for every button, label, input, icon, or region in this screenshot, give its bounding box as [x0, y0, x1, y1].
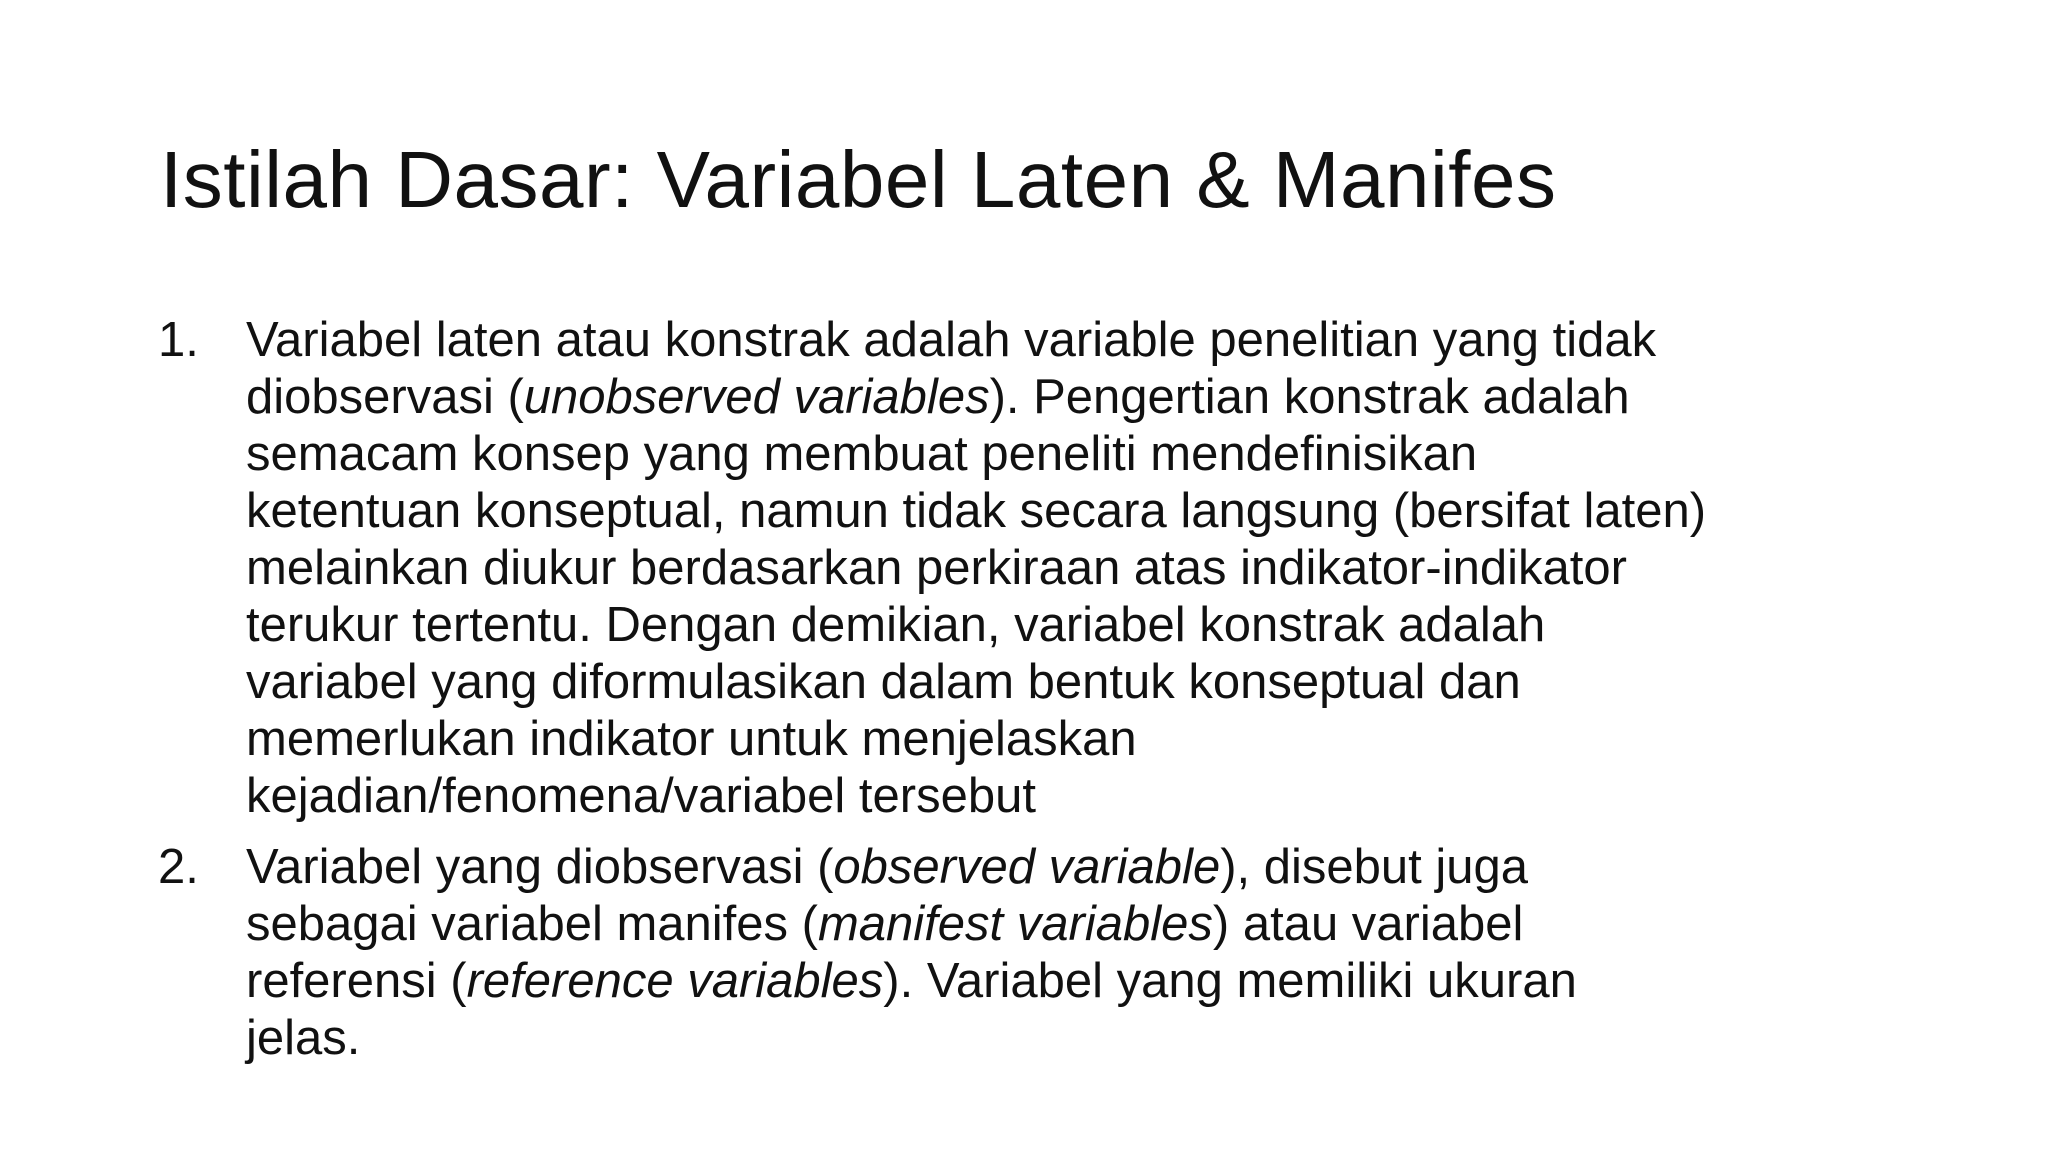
text-run: Variabel laten atau konstrak adalah variable penelitian yang tidak: [246, 313, 1657, 367]
text-line: [246, 768, 1918, 825]
text-run: ). Variabel yang memiliki ukuran: [883, 954, 1577, 1008]
list-item-number: 2.: [158, 840, 199, 894]
slide-title: Istilah Dasar: Variabel Laten & Manifes: [160, 135, 1557, 224]
text-run: jelas.: [246, 1011, 361, 1065]
text-run: ), disebut juga: [1220, 840, 1529, 894]
list-item-text: [246, 312, 1918, 825]
text-line: [246, 597, 1918, 654]
text-line: [246, 953, 1918, 1010]
italic-term: unobserved variables: [523, 370, 990, 424]
text-run: variabel yang diformulasikan dalam bentuk konseptual dan: [246, 655, 1521, 709]
text-run: kejadian/fenomena/variabel tersebut: [246, 769, 1036, 823]
list-item-text: [246, 839, 1918, 1067]
text-run: ) atau variabel: [1212, 897, 1524, 951]
italic-term: reference variables: [466, 954, 884, 1008]
text-line: [246, 1010, 1918, 1067]
text-run: diobservasi (: [246, 370, 524, 424]
text-line: [246, 369, 1918, 426]
text-line: [246, 839, 1918, 896]
text-line: [246, 654, 1918, 711]
text-run: semacam konsep yang membuat peneliti mendefinisikan: [246, 427, 1478, 481]
text-line: [246, 483, 1918, 540]
list-item: [158, 839, 1918, 1067]
text-run: memerlukan indikator untuk menjelaskan: [246, 712, 1137, 766]
italic-term: manifest variables: [817, 897, 1213, 951]
text-run: Variabel yang diobservasi (: [246, 840, 834, 894]
text-run: terukur tertentu. Dengan demikian, variabel konstrak adalah: [246, 598, 1546, 652]
text-line: [246, 711, 1918, 768]
text-line: [246, 312, 1918, 369]
text-run: ketentuan konseptual, namun tidak secara langsung (bersifat laten): [246, 484, 1707, 538]
list-item-number: 1.: [158, 313, 199, 367]
numbered-list: [158, 312, 1918, 1081]
list-item: [158, 312, 1918, 825]
text-run: referensi (: [246, 954, 467, 1008]
italic-term: observed variable: [833, 840, 1221, 894]
text-run: sebagai variabel manifes (: [246, 897, 818, 951]
text-line: [246, 896, 1918, 953]
text-run: ). Pengertian konstrak adalah: [989, 370, 1630, 424]
text-line: [246, 540, 1918, 597]
text-line: [246, 426, 1918, 483]
text-run: melainkan diukur berdasarkan perkiraan atas indikator-indikator: [246, 541, 1627, 595]
